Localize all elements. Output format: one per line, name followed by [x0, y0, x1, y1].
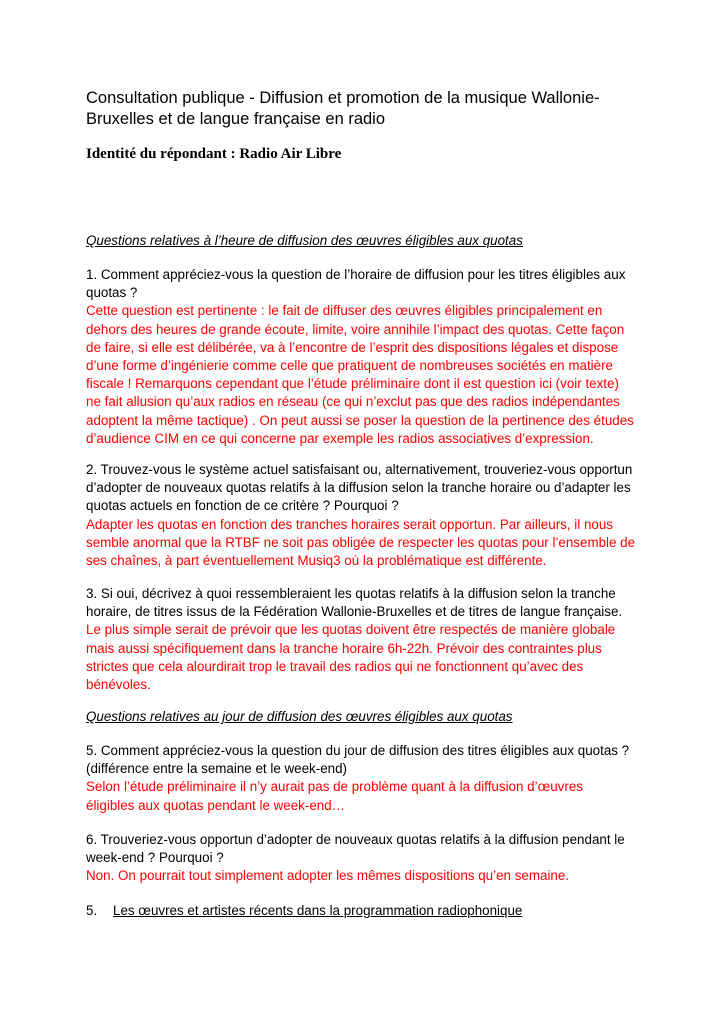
title-line: Bruxelles et de langue française en radio	[86, 110, 386, 128]
section-heading-day: Questions relatives au jour de diffusion des œuvres éligibles aux quotas	[86, 709, 513, 724]
answer-text: de faire, si elle est délibérée, va à l’encontre de l’esprit des dispositions légales et dispose	[86, 339, 619, 355]
answer-text: Cette question est pertinente : le fait de diffuser des œuvres éligibles principalement en	[86, 303, 603, 319]
answer-text: éligibles aux quotas pendant le week-end…	[86, 797, 346, 813]
question-text: quotas ?	[86, 285, 138, 301]
answer-text: dehors des heures de grande écoute, limite, voire annihile l’impact des quotas. Cette façon	[86, 321, 625, 337]
section-number: 5.	[86, 903, 98, 918]
answer-text: Adapter les quotas en fonction des tranches horaires serait opportun. Par ailleurs, il nous	[86, 516, 614, 532]
question-text: (différence entre la semaine et le week-end)	[86, 761, 348, 777]
document-title	[86, 88, 616, 130]
answer-text: strictes que cela alourdirait trop le travail des radios qui ne fonctionnent qu’avec des	[86, 658, 584, 674]
question-text: 6. Trouveriez-vous opportun d’adopter de nouveaux quotas relatifs à la diffusion pendant le	[86, 832, 625, 847]
question-5	[86, 742, 644, 815]
question-2	[86, 461, 644, 570]
question-text: 1. Comment appréciez-vous la question de l’horaire de diffusion pour les titres éligibles aux	[86, 267, 626, 282]
section-five-heading	[86, 902, 522, 920]
answer-text: d’audience CIM en ce qui concerne par exemple les radios associatives d’expression.	[86, 430, 594, 446]
answer-text: mais aussi spécifiquement dans la tranche horaire 6h-22h. Prévoir des contraintes plus	[86, 640, 602, 656]
question-text: week-end ? Pourquoi ?	[86, 850, 224, 866]
answer-text: adoptent la même tactique) . On peut aussi se poser la question de la pertinence des études	[86, 412, 634, 428]
answer-text: Le plus simple serait de prévoir que les quotas doivent être respectés de manière globale	[86, 622, 616, 638]
section-title: Les œuvres et artistes récents dans la programmation radiophonique	[113, 903, 523, 918]
title-line: Consultation publique - Diffusion et promotion de la musique Wallonie-	[86, 89, 600, 107]
answer-text: Non. On pourrait tout simplement adopter les mêmes dispositions qu’en semaine.	[86, 868, 570, 884]
answer-text: d’une forme d’ingénierie comme celle que pratiquent de nombreuses sociétés en matière	[86, 358, 613, 374]
question-text: quotas actuels en fonction de ce critère ? Pourquoi ?	[86, 498, 399, 514]
answer-text: fiscale ! Remarquons cependant que l’étude préliminaire dont il est question ici (voir texte)	[86, 376, 619, 392]
question-text: d’adopter de nouveaux quotas relatifs à la diffusion selon la tranche horaire ou d’adapter les	[86, 480, 631, 496]
answer-text: semble anormal que la RTBF ne soit pas obligée de respecter les quotas pour l’ensemble de	[86, 534, 636, 550]
respondent-identity: Identité du répondant : Radio Air Libre	[86, 146, 342, 162]
answer-text: bénévoles.	[86, 677, 151, 693]
question-3	[86, 585, 644, 694]
answer-text: ses chaînes, à part éventuellement Musiq3 où la problématique est différente.	[86, 553, 547, 569]
question-text: 5. Comment appréciez-vous la question du jour de diffusion des titres éligibles aux quotas ?	[86, 743, 630, 758]
question-text: 3. Si oui, décrivez à quoi ressembleraient les quotas relatifs à la diffusion selon la tranche	[86, 586, 616, 601]
answer-text: ne fait allusion qu’aux radios en réseau (ce qui n’exclut pas que des radios indépendantes	[86, 394, 620, 410]
answer-text: Selon l’étude préliminaire il n’y aurait pas de problème quant à la diffusion d’œuvres	[86, 779, 583, 795]
question-text: 2. Trouvez-vous le système actuel satisfaisant ou, alternativement, trouveriez-vous opportun	[86, 462, 633, 477]
question-6	[86, 831, 644, 886]
section-heading-hour: Questions relatives à l’heure de diffusion des œuvres éligibles aux quotas	[86, 233, 523, 248]
question-1	[86, 266, 644, 448]
question-text: horaire, de titres issus de la Fédération Wallonie-Bruxelles et de titres de langue française.	[86, 604, 623, 620]
